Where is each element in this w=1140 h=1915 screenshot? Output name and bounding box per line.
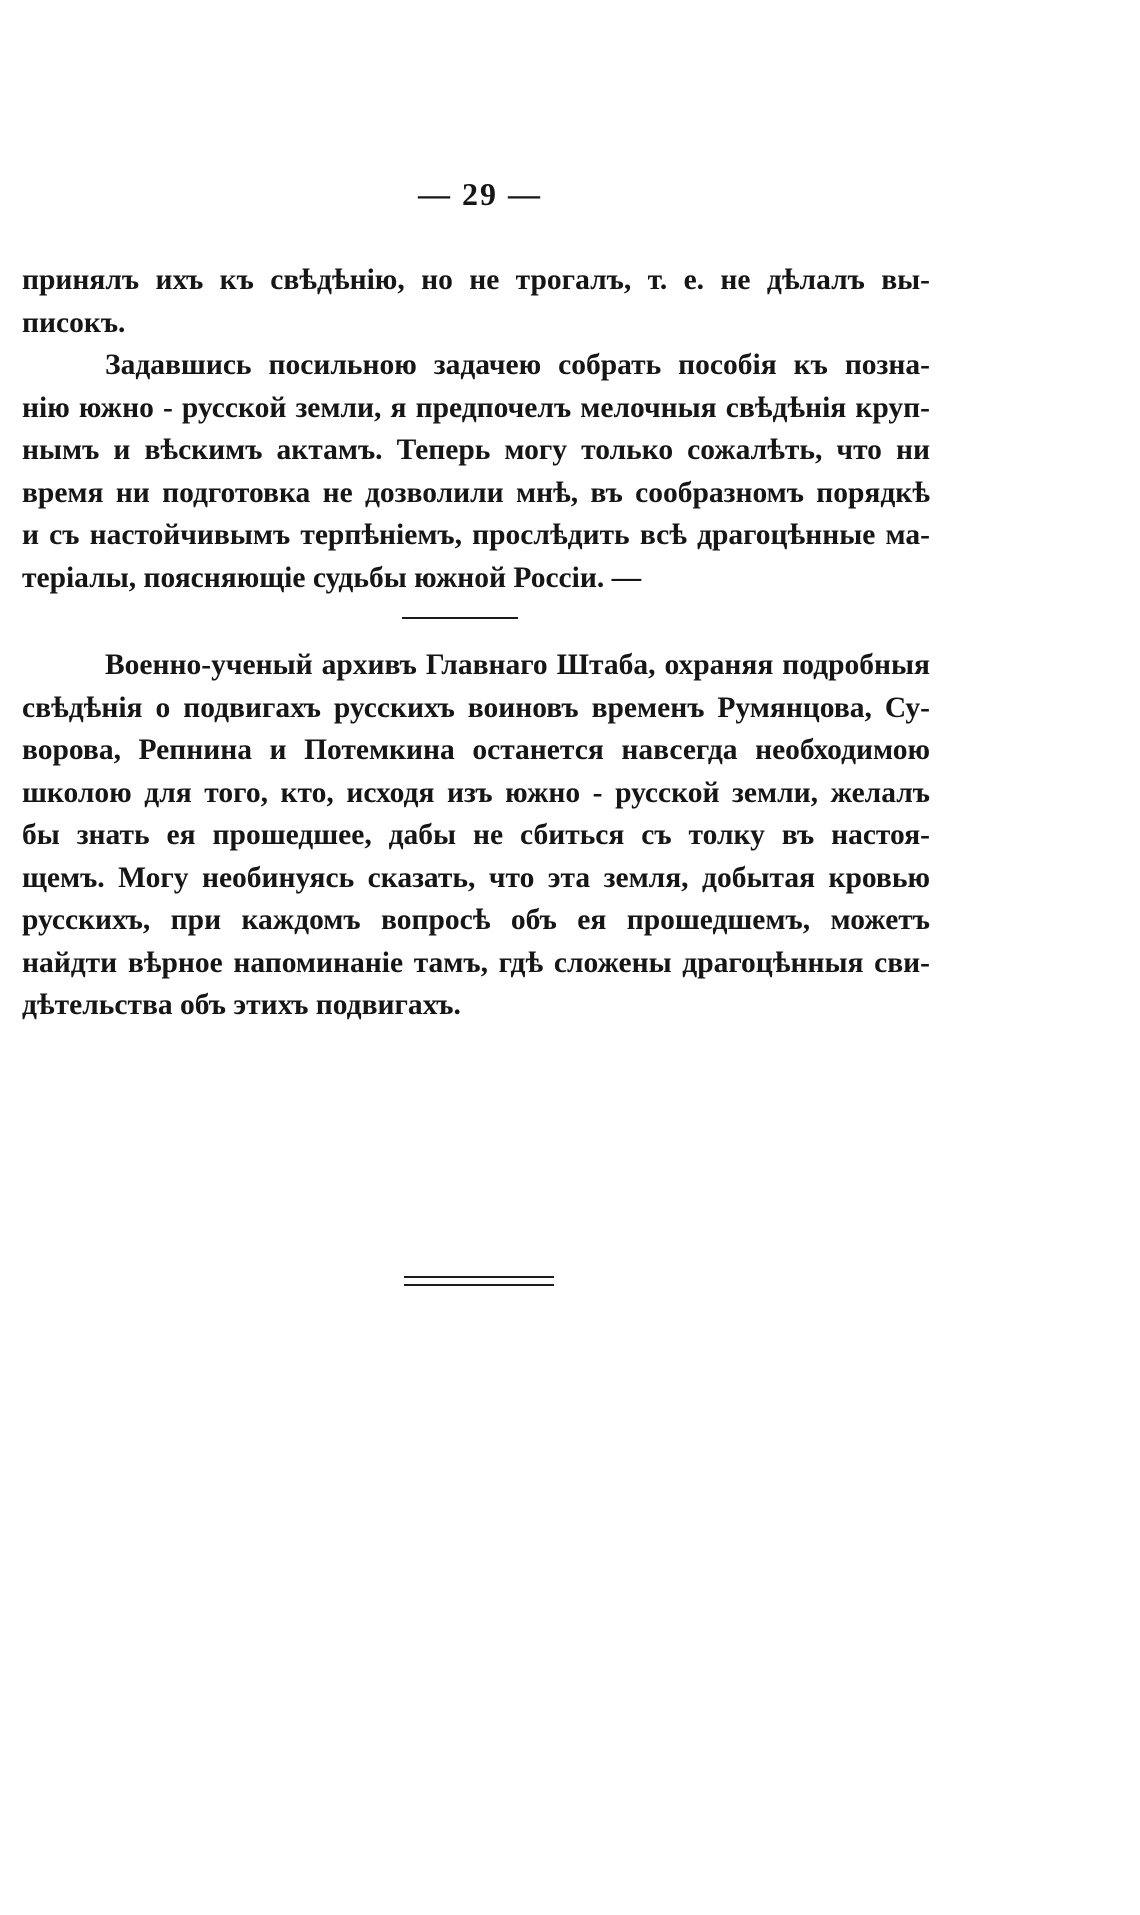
text-line: бы знать ея прошедшее, дабы не сбиться съ толку въ настоя- — [22, 819, 930, 851]
text-line: принялъ ихъ къ свѣдѣнію, но не трогалъ, т. е. не дѣлалъ вы- — [22, 264, 930, 296]
text-line: время ни подготовка не дозволили мнѣ, въ сообразномъ порядкѣ — [22, 476, 930, 509]
text-line: Военно-ученый архивъ Главнаго Штаба, охраняя подробныя — [105, 649, 930, 681]
text-line: щемъ. Могу необинуясь сказать, что эта земля, добытая кровью — [22, 861, 930, 894]
text-line: писокъ. — [22, 306, 126, 339]
text-line: найдти вѣрное напоминаніе тамъ, гдѣ сложены драгоцѣнныя сви- — [22, 946, 930, 979]
text-line: нію южно - русской земли, я предпочелъ мелочныя свѣдѣнія круп- — [22, 391, 930, 424]
text-line: дѣтельства объ этихъ подвигахъ. — [22, 989, 461, 1021]
page-number: — 29 — — [418, 176, 542, 212]
text-line: свѣдѣнія о подвигахъ русскихъ воиновъ временъ Румянцова, Су- — [22, 691, 930, 724]
text-line: теріалы, поясняющіе судьбы южной Россіи. — — [22, 561, 642, 594]
text-line: нымъ и вѣскимъ актамъ. Теперь могу только сожалѣть, что ни — [22, 434, 930, 466]
paragraph-military-archive — [22, 644, 930, 1027]
text-line: Задавшись посильною задачею собрать пособія къ позна- — [105, 349, 930, 381]
text-line: русскихъ, при каждомъ вопросѣ объ ея прошедшемъ, можетъ — [22, 904, 930, 936]
text-line: ворова, Репнина и Потемкина останется навсегда необходимою — [22, 734, 930, 766]
text-line: школою для того, кто, исходя изъ южно - русской земли, желалъ — [22, 776, 930, 809]
section-divider — [402, 617, 518, 619]
end-double-rule — [404, 1276, 554, 1286]
paragraph-research-aims — [22, 344, 930, 599]
text-line: и съ настойчивымъ терпѣніемъ, прослѣдить всѣ драгоцѣнные ма- — [22, 519, 930, 551]
paragraph-continuation — [22, 259, 930, 344]
